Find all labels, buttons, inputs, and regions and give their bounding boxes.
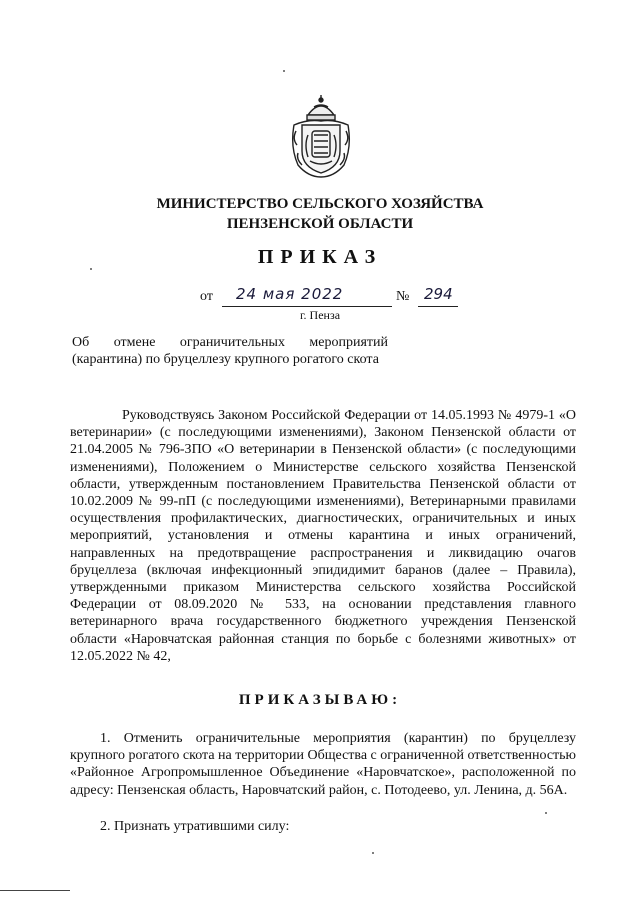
footer-divider <box>0 890 70 891</box>
city-label: г. Пенза <box>299 308 341 322</box>
penza-coat-of-arms-icon <box>288 95 354 179</box>
handwritten-number: 294 <box>424 285 453 303</box>
order-heading: ПРИКАЗЫВАЮ: <box>238 692 402 708</box>
document-type-title: ПРИКАЗ <box>257 246 383 268</box>
scan-speck <box>90 268 92 270</box>
number-underline <box>418 306 458 307</box>
scan-speck <box>545 812 547 814</box>
document-subject: Об отмене ограничительных мероприятий (карантина) по бруцеллезу крупного рогатого скота <box>72 335 388 367</box>
handwritten-date: 24 мая 2022 <box>236 285 344 303</box>
from-label: от <box>200 289 213 304</box>
ministry-name <box>0 194 640 234</box>
scan-speck <box>372 852 374 854</box>
date-underline <box>222 306 392 307</box>
ministry-name-line1: МИНИСТЕРСТВО СЕЛЬСКОГО ХОЗЯЙСТВА <box>156 196 484 212</box>
order-item-2: 2. Признать утратившими силу: <box>100 819 290 834</box>
number-label: № <box>396 289 410 304</box>
preamble-paragraph: Руководствуясь Законом Российской Федерации от 14.05.1993 № 4979-1 «О ветеринарии» (с последующими изменениями), Законом Пензенской области от 21.04.2005 № 796-ЗПО «О ветеринарии в Пензенской области» (с последующими изменениями), Положением о Министерстве сельского хозяйства Пензенской области, утвержденным постановлением Правительства Пензенской области от 10.02.2009 № 99-пП (с последующими изменениями), Ветеринарными правилами осуществления профилактических, диагностических, ограничительных и иных мероприятий, установления и отмены карантина и иных ограничений, направленных на предотвращение распространения и ликвидацию очагов бруцеллеза (включая инфекционный эпидидимит баранов (далее – Правила), утвержденными приказом Министерства сельского хозяйства Российской Федерации от 08.09.2020 № 533, на основании представления главного ветеринарного врача государственного бюджетного учреждения Пензенской области «Наровчатская районная станция по борьбе с болезнями животных» от 12.05.2022 № 42, <box>70 408 576 664</box>
ministry-name-line2: ПЕНЗЕНСКОЙ ОБЛАСТИ <box>226 216 414 232</box>
scan-speck <box>283 70 285 72</box>
order-item-1: 1. Отменить ограничительные мероприятия (карантин) по бруцеллезу крупного рогатого скота на территории Общества с ограниченной ответственностью «Районное Агропромышленное Объединение «Наровчатское», расположенной по адресу: Пензенская область, Наровчатский район, с. Потодеево, ул. Ленина, д. 56А. <box>70 731 576 798</box>
document-date-number-row <box>200 286 500 310</box>
